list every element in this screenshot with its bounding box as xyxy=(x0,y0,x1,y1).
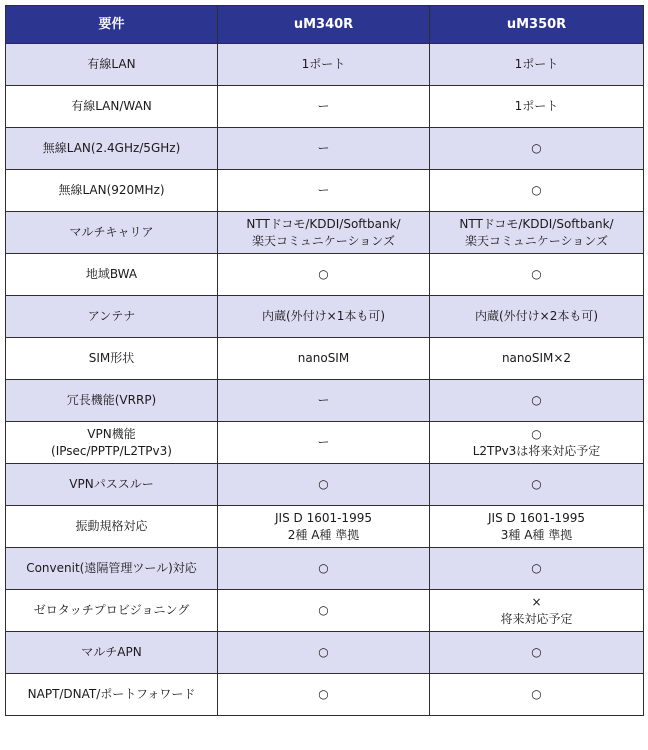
requirement-cell xyxy=(6,674,218,716)
um350r-cell-text: ○ xyxy=(531,267,542,281)
um350r-cell xyxy=(430,464,644,506)
requirement-cell-text: マルチAPN xyxy=(81,645,142,659)
um340r-cell xyxy=(218,380,430,422)
um340r-cell-text: 内蔵(外付け×1本も可) xyxy=(261,309,386,323)
um340r-cell xyxy=(218,632,430,674)
um340r-cell xyxy=(218,548,430,590)
um340r-cell-text: ○ xyxy=(318,477,329,491)
um350r-cell xyxy=(430,44,644,86)
um350r-cell xyxy=(430,254,644,296)
table-row xyxy=(6,380,644,422)
requirement-cell xyxy=(6,632,218,674)
requirement-cell xyxy=(6,506,218,548)
requirement-cell xyxy=(6,212,218,254)
table-row xyxy=(6,296,644,338)
spec-comparison-table xyxy=(5,5,644,716)
um350r-cell xyxy=(430,632,644,674)
um350r-cell xyxy=(430,296,644,338)
um350r-cell-text: ○ xyxy=(531,645,542,659)
um340r-cell-text: ○ xyxy=(318,603,329,617)
um340r-cell xyxy=(218,254,430,296)
requirement-cell xyxy=(6,170,218,212)
um350r-cell xyxy=(430,212,644,254)
um350r-cell-text: 1ポート xyxy=(514,57,559,71)
um340r-cell xyxy=(218,86,430,128)
um350r-cell xyxy=(430,506,644,548)
requirement-cell-text: 振動規格対応 xyxy=(75,519,148,533)
requirement-cell xyxy=(6,380,218,422)
requirement-cell-text: 地域BWA xyxy=(85,267,138,281)
requirement-cell-text: VPN機能 (IPsec/PPTP/L2TPv3) xyxy=(51,426,172,458)
requirement-cell xyxy=(6,254,218,296)
requirement-cell-text: マルチキャリア xyxy=(69,225,154,239)
requirement-cell-text: NAPT/DNAT/ポートフォワード xyxy=(27,687,196,701)
requirement-cell xyxy=(6,296,218,338)
requirement-cell xyxy=(6,548,218,590)
header-row xyxy=(6,6,644,44)
um340r-cell-text: ー xyxy=(317,435,330,449)
um340r-cell-text: ○ xyxy=(318,267,329,281)
table-row xyxy=(6,254,644,296)
requirement-cell-text: アンテナ xyxy=(87,309,136,323)
table-row xyxy=(6,128,644,170)
table-row xyxy=(6,464,644,506)
requirement-cell xyxy=(6,422,218,464)
um340r-cell xyxy=(218,338,430,380)
table-row xyxy=(6,86,644,128)
um340r-cell-text: ○ xyxy=(318,687,329,701)
um340r-cell-text: ○ xyxy=(318,645,329,659)
um350r-cell xyxy=(430,128,644,170)
um340r-cell xyxy=(218,128,430,170)
um340r-cell-text: JIS D 1601-1995 2種 A種 準拠 xyxy=(275,510,372,542)
spec-comparison-table-wrapper xyxy=(5,5,644,716)
um350r-cell xyxy=(430,86,644,128)
um350r-cell-text: 内蔵(外付け×2本も可) xyxy=(474,309,599,323)
requirement-cell-text: Convenit(遠隔管理ツール)対応 xyxy=(26,561,197,575)
header-requirement: 要件 xyxy=(6,6,218,44)
requirement-cell xyxy=(6,338,218,380)
um340r-cell-text: NTTドコモ/KDDI/Softbank/ 楽天コミュニケーションズ xyxy=(246,216,401,248)
um350r-cell xyxy=(430,380,644,422)
um340r-cell xyxy=(218,464,430,506)
um350r-cell xyxy=(430,548,644,590)
um340r-cell xyxy=(218,590,430,632)
um340r-cell xyxy=(218,422,430,464)
requirement-cell-text: 有線LAN xyxy=(87,57,136,71)
table-row xyxy=(6,44,644,86)
requirement-cell-text: 無線LAN(2.4GHz/5GHz) xyxy=(42,141,181,155)
um350r-cell-text: × 将来対応予定 xyxy=(500,594,573,626)
um350r-cell-text: ○ xyxy=(531,561,542,575)
um350r-cell-text: ○ xyxy=(531,477,542,491)
table-row xyxy=(6,632,644,674)
requirement-cell-text: 無線LAN(920MHz) xyxy=(58,183,165,197)
requirement-cell-text: 冗長機能(VRRP) xyxy=(66,393,157,407)
um340r-cell xyxy=(218,296,430,338)
table-row xyxy=(6,506,644,548)
um350r-cell-text: ○ xyxy=(531,393,542,407)
requirement-cell-text: ゼロタッチプロビジョニング xyxy=(33,603,190,617)
um340r-cell-text: ー xyxy=(317,183,330,197)
table-row xyxy=(6,170,644,212)
um340r-cell xyxy=(218,674,430,716)
um340r-cell-text: ー xyxy=(317,393,330,407)
um350r-cell xyxy=(430,674,644,716)
requirement-cell xyxy=(6,464,218,506)
table-row xyxy=(6,548,644,590)
requirement-cell xyxy=(6,86,218,128)
um340r-cell-text: nanoSIM xyxy=(297,351,350,365)
requirement-cell-text: 有線LAN/WAN xyxy=(71,99,152,113)
um340r-cell-text: 1ポート xyxy=(301,57,346,71)
um350r-cell-text: ○ xyxy=(531,141,542,155)
um350r-cell-text: ○ xyxy=(531,183,542,197)
table-body xyxy=(6,44,644,716)
um350r-cell-text: ○ xyxy=(531,687,542,701)
requirement-cell-text: VPNパススルー xyxy=(69,477,154,491)
um340r-cell-text: ー xyxy=(317,99,330,113)
um350r-cell xyxy=(430,170,644,212)
um340r-cell xyxy=(218,170,430,212)
um340r-cell xyxy=(218,506,430,548)
requirement-cell xyxy=(6,128,218,170)
um350r-cell-text: JIS D 1601-1995 3種 A種 準拠 xyxy=(488,510,585,542)
table-row xyxy=(6,212,644,254)
um340r-cell xyxy=(218,44,430,86)
um350r-cell xyxy=(430,422,644,464)
um350r-cell-text: NTTドコモ/KDDI/Softbank/ 楽天コミュニケーションズ xyxy=(459,216,614,248)
um350r-cell-text: 1ポート xyxy=(514,99,559,113)
um340r-cell-text: ー xyxy=(317,141,330,155)
um350r-cell-text: nanoSIM×2 xyxy=(501,351,572,365)
um340r-cell xyxy=(218,212,430,254)
requirement-cell-text: SIM形状 xyxy=(88,351,135,365)
requirement-cell xyxy=(6,590,218,632)
table-row xyxy=(6,338,644,380)
um340r-cell-text: ○ xyxy=(318,561,329,575)
um350r-cell xyxy=(430,590,644,632)
header-um340r: uM340R xyxy=(218,6,430,44)
um350r-cell xyxy=(430,338,644,380)
table-row xyxy=(6,422,644,464)
requirement-cell xyxy=(6,44,218,86)
header-um350r: uM350R xyxy=(430,6,644,44)
table-row xyxy=(6,590,644,632)
table-row xyxy=(6,674,644,716)
um350r-cell-text: ○ L2TPv3は将来対応予定 xyxy=(472,426,601,458)
